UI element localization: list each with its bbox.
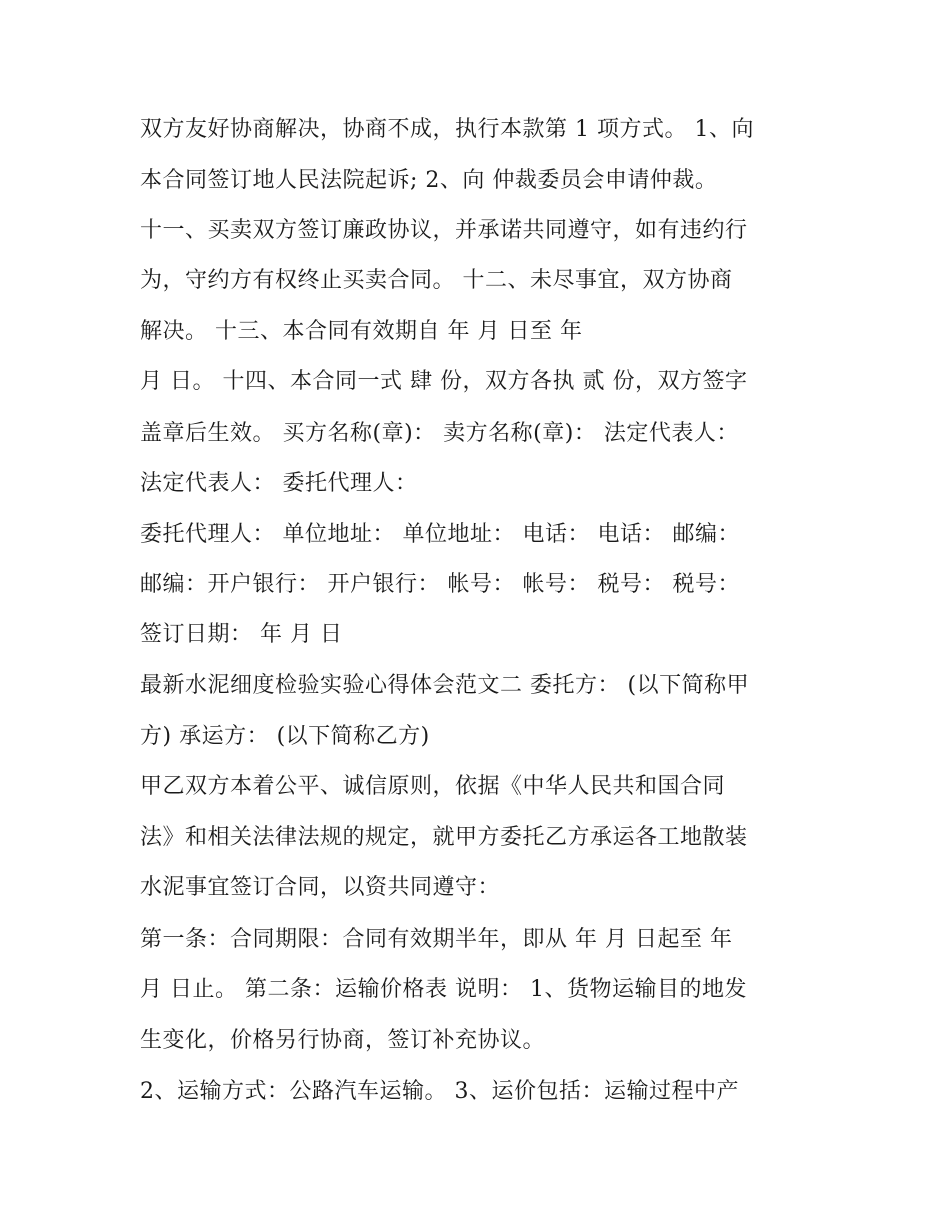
paragraph-line: 委托代理人： 单位地址： 单位地址： 电话： 电话： 邮编： [140, 522, 740, 547]
paragraph-line: 方) 承运方： (以下简称乙方) [140, 724, 430, 749]
paragraph-line: 双方友好协商解决，协商不成，执行本款第 1 项方式。 1、向 [140, 117, 754, 142]
paragraph-line: 本合同签订地人民法院起诉; 2、向 仲裁委员会申请仲裁。 [140, 168, 718, 193]
paragraph-line: 甲乙双方本着公平、诚信原则，依据《中华人民共和国合同 [140, 774, 726, 799]
paragraph-line: 为，守约方有权终止买卖合同。 十二、未尽事宜，双方协商 [140, 268, 733, 293]
paragraph-line: 月 日。 十四、本合同一式 肆 份，双方各执 贰 份，双方签字 [140, 369, 748, 394]
paragraph-line: 签订日期： 年 月 日 [140, 622, 343, 647]
paragraph-line: 水泥事宜签订合同，以资共同遵守： [140, 875, 501, 900]
paragraph-line: 法》和相关法律法规的规定，就甲方委托乙方承运各工地散装 [140, 825, 748, 850]
paragraph-line: 法定代表人： 委托代理人： [140, 471, 418, 496]
paragraph-line: 第一条：合同期限：合同有效期半年，即从 年 月 日起至 年 [140, 927, 733, 952]
paragraph-line: 最新水泥细度检验实验心得体会范文二 委托方： (以下简称甲 [140, 673, 750, 698]
paragraph-line: 十一、买卖双方签订廉政协议，并承诺共同遵守，如有违约行 [140, 218, 748, 243]
paragraph-line: 生变化，价格另行协商，签订补充协议。 [140, 1028, 546, 1053]
paragraph-line: 解决。 十三、本合同有效期自 年 月 日至 年 [140, 319, 583, 344]
paragraph-line: 邮编：开户银行： 开户银行： 帐号： 帐号： 税号： 税号： [140, 572, 740, 597]
paragraph-line: 2、运输方式：公路汽车运输。 3、运价包括：运输过程中产 [140, 1079, 739, 1104]
paragraph-line: 盖章后生效。 买方名称(章)： 卖方名称(章)： 法定代表人： [140, 421, 739, 446]
paragraph-line: 月 日止。 第二条：运输价格表 说明： 1、货物运输目的地发 [140, 977, 747, 1002]
